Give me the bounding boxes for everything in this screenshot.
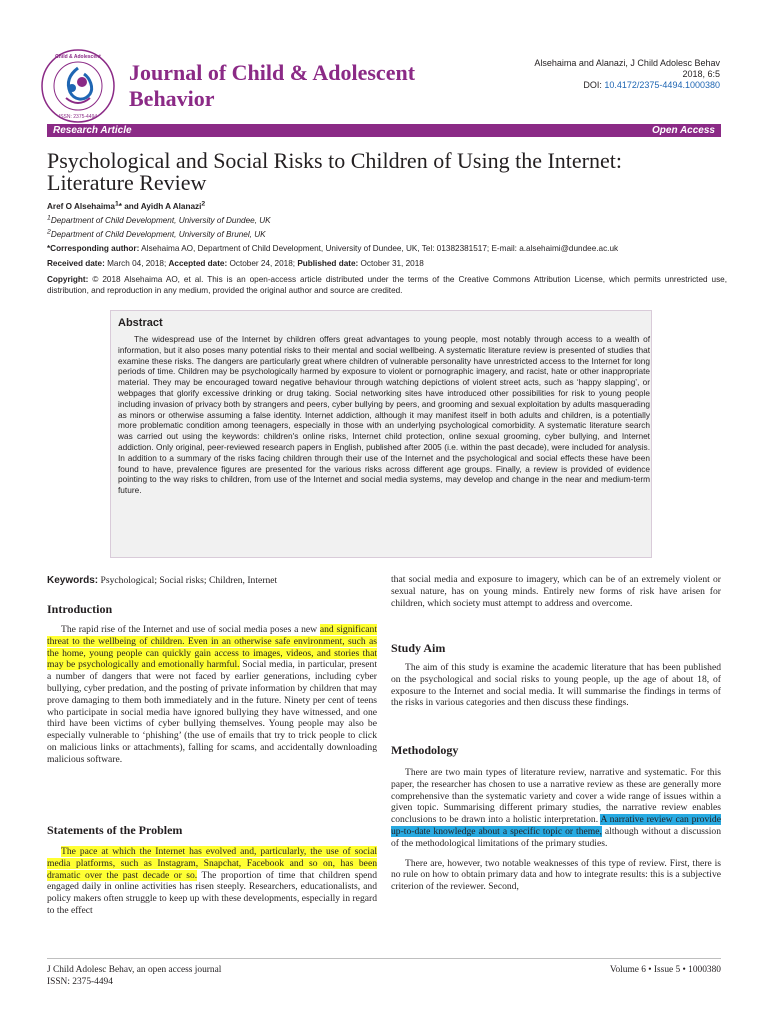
abstract-heading: Abstract [118, 317, 163, 329]
methodology-paragraph-1: There are two main types of literature review, narrative and systematic. For this paper, the researcher has chosen to use a narrative review as these are generally more comprehensive than the systematic variety and cover a wide range of issues within a given topic. Summarising different primary studies, the narrative review enables conclusions to be drawn into a holistic interpretation. A narrative review can provide up-to-date knowledge about a specific topic or theme, although without a discussion of the methodological limitations of the primary studies. [391, 767, 722, 849]
affiliation-2: $^2$Department of Child Development, University of Brunel, UK [47, 228, 266, 239]
problem-body [47, 846, 377, 917]
article-type-banner [47, 124, 721, 137]
footer-divider [47, 958, 721, 959]
keywords-label: Keywords: [47, 575, 99, 586]
footer-volume: Volume 6 • Issue 5 • 1000380 [609, 965, 721, 975]
citation-year-volume: 2018, 6:5 [682, 69, 720, 79]
study-aim-heading: Study Aim [391, 641, 446, 655]
paper-title [47, 150, 727, 194]
methodology-heading: Methodology [391, 743, 459, 757]
introduction-body [47, 624, 377, 766]
journal-title [129, 60, 449, 112]
dates-line: Received date: March 04, 2018; Accepted date: October 24, 2018; Published date: October 31, 2018 [47, 259, 424, 268]
author-1: Aref O Alsehaima [47, 201, 115, 211]
copyright-notice: Copyright: © 2018 Alsehaima AO, et al. This is an open-access article distributed under the terms of the Creative Commons Attribution License, which permits unrestricted use, distribution, and reproduction in any medium, provided the original author and source are credited. [47, 275, 727, 295]
article-type-label: Research Article [53, 125, 132, 136]
doi-link[interactable]: 10.4172/2375-4494.1000380 [604, 80, 720, 90]
highlighted-text: and significant threat to the wellbeing of children. Even in an otherwise safe environment, such as the home, young people can quickly gain access to images, videos, and stories that may be psychologically and emotionally harmful. [47, 624, 377, 671]
highlighted-text: A narrative review can provide up-to-date knowledge about a specific topic or theme, [391, 814, 721, 837]
footer-journal: J Child Adolesc Behav, an open access journal ISSN: 2375-4494 [47, 965, 222, 987]
journal-title-line1: Journal of Child & Adolescent [129, 60, 416, 85]
svg-text:ISSN: 2375-4494: ISSN: 2375-4494 [58, 114, 98, 120]
affiliation-1: $^1$Department of Child Development, University of Dundee, UK [47, 214, 271, 225]
methodology-paragraph-2: There are, however, two notable weaknesses of this type of review. First, there is no rule on how to obtain primary data and how to integrate results: this is a subjective criterion of the reviewer. Second, [391, 857, 721, 893]
introduction-paragraph: The rapid rise of the Internet and use of social media poses a new and significant threat to the wellbeing of children. Even in an otherwise safe environment, such as the home, young people can quickly gain access to images, videos, and stories that may be psychologically and emotionally harmful. Social media, in particular, present a number of dangers that were not faced by earlier generations, including cyber bullying, cyber predation, and the posting of private information by children that may prove damaging to them both immediately and in the future. Ninety per cent of teens who participate in social media have ignored bullying they have witnessed, and one third have been victims of cyber bullying themselves. Young people may also be especially vulnerable to ‘phishing’ (the use of emails that try to trick people to click on malicious links or attachments), falling for scams, and accidentally downloading malicious software. [47, 624, 378, 765]
author-2: * and Ayidh A Alanazi [118, 201, 202, 211]
journal-logo [40, 48, 116, 124]
doi-line [460, 80, 720, 91]
journal-title-line2: Behavior [129, 86, 215, 111]
abstract-text: The widespread use of the Internet by children offers great advantages to young people, most notably through access to a wealth of information, but it also poses many potential risks to their mental and social wellbeing. A systematic literature review is presented of studies that examine these risks. The dangers are particularly great where children of vulnerable personality have unrestricted access to the Internet for long periods of time. Children may be psychologically harmed by exposure to violent or pornographic imagery, and racist, hate or other inappropriate material. They may be encouraged toward negative behaviour through watching depictions of violent street acts, such as ‘happy slapping’, or webpages that glorify excessive drinking or drug taking. Social networking sites have introduced other possibilities for risk to young people including invasion of privacy both by strangers and peers, cyber bullying by peers, and grooming and sexual exploitation by adults masquerading as minors or otherwise assuming a false identity. Internet addiction, although it may manifest itself in both adults and children, is a potentially more problematic condition among teenagers, especially in those with an underlying psychological comorbidity. A systematic literature search was carried out using the keywords: children's online risks, Internet child protection, online sexual grooming, cyber bullying, and Internet addiction. Only original, peer-reviewed research papers in English, published after 2005 (i.e. within the past decade), were included for analysis. In addition to a summary of the risks facing children through their use of the Internet and the psychological and social effects these have been found to have, prevalence figures are presented for the various risks across different age groups. Finally, a review is provided of evidence pointing to the way risks to children, from use of the Internet and social media systems, may develop and change in the near and medium-term future. [118, 334, 650, 496]
corresponding-author: *Corresponding author: Alsehaima AO, Department of Child Development, University of Dundee, UK, Tel: 01382381517; E-mail: a.alsehaimi@dundee.ac.uk [47, 244, 619, 253]
study-aim-body: The aim of this study is examine the academic literature that has been published on the psychological and social risks to young people, up the age of about 18, of exposure to the Internet and social media. It will summarise the findings in terms of the risks in various categories and then discuss these findings. [391, 662, 721, 709]
methodology-body [391, 767, 721, 893]
highlighted-text: The pace at which the Internet has evolved and, particularly, the use of social media platforms, such as Instagram, Snapchat, Facebook and so on, has been dramatic over the past decade or so. [47, 846, 377, 881]
svg-text:Child & Adolescent: Child & Adolescent [55, 54, 101, 60]
citation-block [460, 58, 720, 91]
authors: Aref O Alsehaima$^1$* and Ayidh A Alanazi$^2$ [47, 200, 206, 211]
continued-paragraph: that social media and exposure to imagery, which can be of an extremely violent or sexual nature, has on young minds. Entirely new forms of risk have arisen for children, which society must attempt to address and overcome. [391, 574, 721, 609]
keywords-text: Psychological; Social risks; Children, Internet [98, 575, 278, 586]
problem-paragraph: The pace at which the Internet has evolved and, particularly, the use of social media platforms, such as Instagram, Snapchat, Facebook and so on, has been dramatic over the past decade or so. The proportion of time that children spend engaged daily in online activities has risen steeply. Researchers, educationalists, and policy makers often struggle to keep up with these developments, especially in regard to the effect [47, 846, 378, 916]
open-access-label: Open Access [652, 125, 715, 136]
paper-title-line1: Psychological and Social Risks to Children of Using the Internet: [47, 148, 622, 173]
citation-authors: Alsehaima and Alanazi, J Child Adolesc Behav [534, 58, 720, 68]
keywords-line [47, 575, 377, 587]
paper-title-line2: Literature Review [47, 170, 207, 195]
introduction-heading: Introduction [47, 602, 113, 616]
doi-label: DOI: [583, 80, 602, 90]
problem-heading: Statements of the Problem [47, 823, 183, 837]
